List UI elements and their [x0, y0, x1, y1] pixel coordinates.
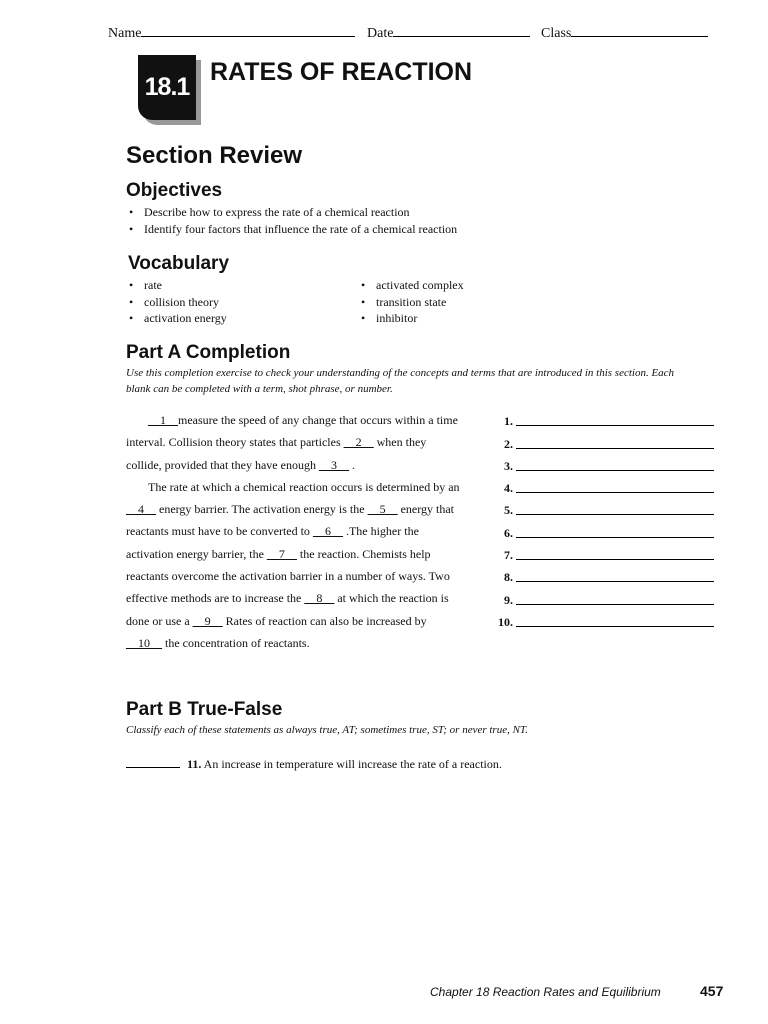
footer-chapter: Chapter 18 Reaction Rates and Equilibrium — [430, 985, 661, 999]
answer-row-1 — [493, 409, 723, 431]
name-field — [108, 22, 355, 42]
vocab-item: • activation energy — [127, 310, 337, 327]
answer-number: 10. — [498, 614, 513, 629]
answer-number: 2. — [504, 436, 513, 451]
passage-paragraph-1 — [126, 409, 464, 476]
date-line[interactable] — [393, 22, 530, 37]
page-title: RATES OF REACTION — [210, 58, 473, 86]
part-b-instructions: Classify each of these statements as always true, AT; sometimes true, ST; or never true, NT. — [126, 724, 528, 736]
answer-column — [493, 409, 723, 632]
passage-text: measure the speed of any change that occurs within a time interval. Collision theory states that particles — [126, 413, 458, 450]
answer-number: 7. — [504, 548, 513, 563]
vocab-list-left — [127, 277, 337, 327]
blank-5: __5__ — [367, 502, 398, 517]
passage-text: the reaction. Chemists help reactants overcome the activation barrier in a number of ways. Two effective methods are to increase the — [126, 546, 450, 606]
class-label: Class — [541, 26, 572, 41]
blank-4: __4__ — [126, 502, 156, 517]
answer-row-5 — [493, 498, 723, 520]
answer-line-7[interactable] — [516, 558, 714, 560]
blank-9: __9__ — [192, 613, 223, 628]
class-line[interactable] — [571, 22, 708, 37]
blank-3: __3__ — [318, 457, 349, 472]
objectives-heading: Objectives — [126, 180, 223, 201]
passage-text: energy that reactants must have to be converted to — [126, 502, 455, 539]
vocab-item: • activated complex — [359, 277, 569, 294]
objective-item: • Identify four factors that influence the rate of a chemical reaction — [127, 221, 687, 238]
name-label: Name — [108, 26, 142, 41]
answer-number: 3. — [504, 458, 513, 473]
vocab-list-right — [359, 277, 569, 327]
vocab-item: • collision theory — [127, 294, 337, 311]
answer-number: 8. — [504, 570, 513, 585]
passage-text: The rate at which a chemical reaction occurs is determined by an — [148, 479, 460, 494]
answer-row-8 — [493, 565, 723, 587]
answer-line-1[interactable] — [516, 424, 714, 426]
answer-row-2 — [493, 431, 723, 453]
question-11-answer-line[interactable] — [126, 755, 180, 768]
passage-paragraph-2 — [126, 476, 464, 654]
answer-line-6[interactable] — [516, 536, 714, 538]
answer-row-10 — [493, 610, 723, 632]
answer-row-7 — [493, 543, 723, 565]
date-field — [367, 22, 530, 42]
part-b-heading: Part B True-False — [126, 699, 283, 720]
answer-number: 4. — [504, 481, 513, 496]
answer-line-9[interactable] — [516, 603, 714, 605]
section-badge: 18.1 — [138, 55, 196, 120]
answer-row-9 — [493, 587, 723, 609]
answer-line-4[interactable] — [516, 491, 714, 493]
part-a-instructions: Use this completion exercise to check your understanding of the concepts and terms that are introduced in this section. Each blank can be completed with a term, shot phrase, or number. — [126, 367, 675, 395]
answer-number: 1. — [504, 414, 513, 429]
blank-7: __7__ — [266, 546, 297, 561]
answer-number: 9. — [504, 592, 513, 607]
vocabulary-heading: Vocabulary — [128, 253, 230, 274]
answer-number: 5. — [504, 503, 513, 518]
class-field — [541, 22, 708, 42]
blank-2: __2__ — [343, 435, 374, 450]
section-review-heading: Section Review — [126, 142, 303, 169]
answer-row-4 — [493, 476, 723, 498]
blank-10: __10__ — [126, 635, 162, 650]
vocab-item: • transition state — [359, 294, 569, 311]
answer-line-3[interactable] — [516, 469, 714, 471]
page-number: 457 — [700, 983, 724, 999]
answer-row-6 — [493, 520, 723, 542]
part-a-heading: Part A Completion — [126, 342, 291, 363]
vocab-item: • inhibitor — [359, 310, 569, 327]
objective-item: • Describe how to express the rate of a chemical reaction — [127, 204, 687, 221]
passage-text: . — [348, 457, 355, 472]
passage-text: at which the reaction is done or use a — [126, 591, 449, 628]
name-line[interactable] — [141, 22, 355, 37]
blank-8: __8__ — [304, 591, 335, 606]
answer-line-10[interactable] — [516, 625, 714, 627]
passage-text: .The higher the activation energy barrier, the — [126, 524, 419, 561]
answer-line-5[interactable] — [516, 513, 714, 515]
date-label: Date — [367, 26, 394, 41]
passage-text: when they collide, provided that they have enough — [126, 435, 427, 472]
objectives-list — [127, 204, 687, 237]
vocab-item: • rate — [127, 277, 337, 294]
blank-1: __1__ — [148, 413, 178, 427]
answer-line-2[interactable] — [516, 447, 714, 449]
question-11 — [126, 755, 502, 772]
passage-text: Rates of reaction can also be increased by — [222, 613, 427, 628]
blank-6: __6__ — [312, 524, 343, 539]
question-11-number: 11. — [187, 757, 202, 771]
passage-text: energy barrier. The activation energy is the — [156, 502, 368, 517]
question-11-text: An increase in temperature will increase the rate of a reaction. — [201, 757, 502, 771]
answer-number: 6. — [504, 525, 513, 540]
completion-passage — [126, 409, 464, 654]
passage-text: the concentration of reactants. — [162, 635, 310, 650]
answer-row-3 — [493, 454, 723, 476]
answer-line-8[interactable] — [516, 580, 714, 582]
